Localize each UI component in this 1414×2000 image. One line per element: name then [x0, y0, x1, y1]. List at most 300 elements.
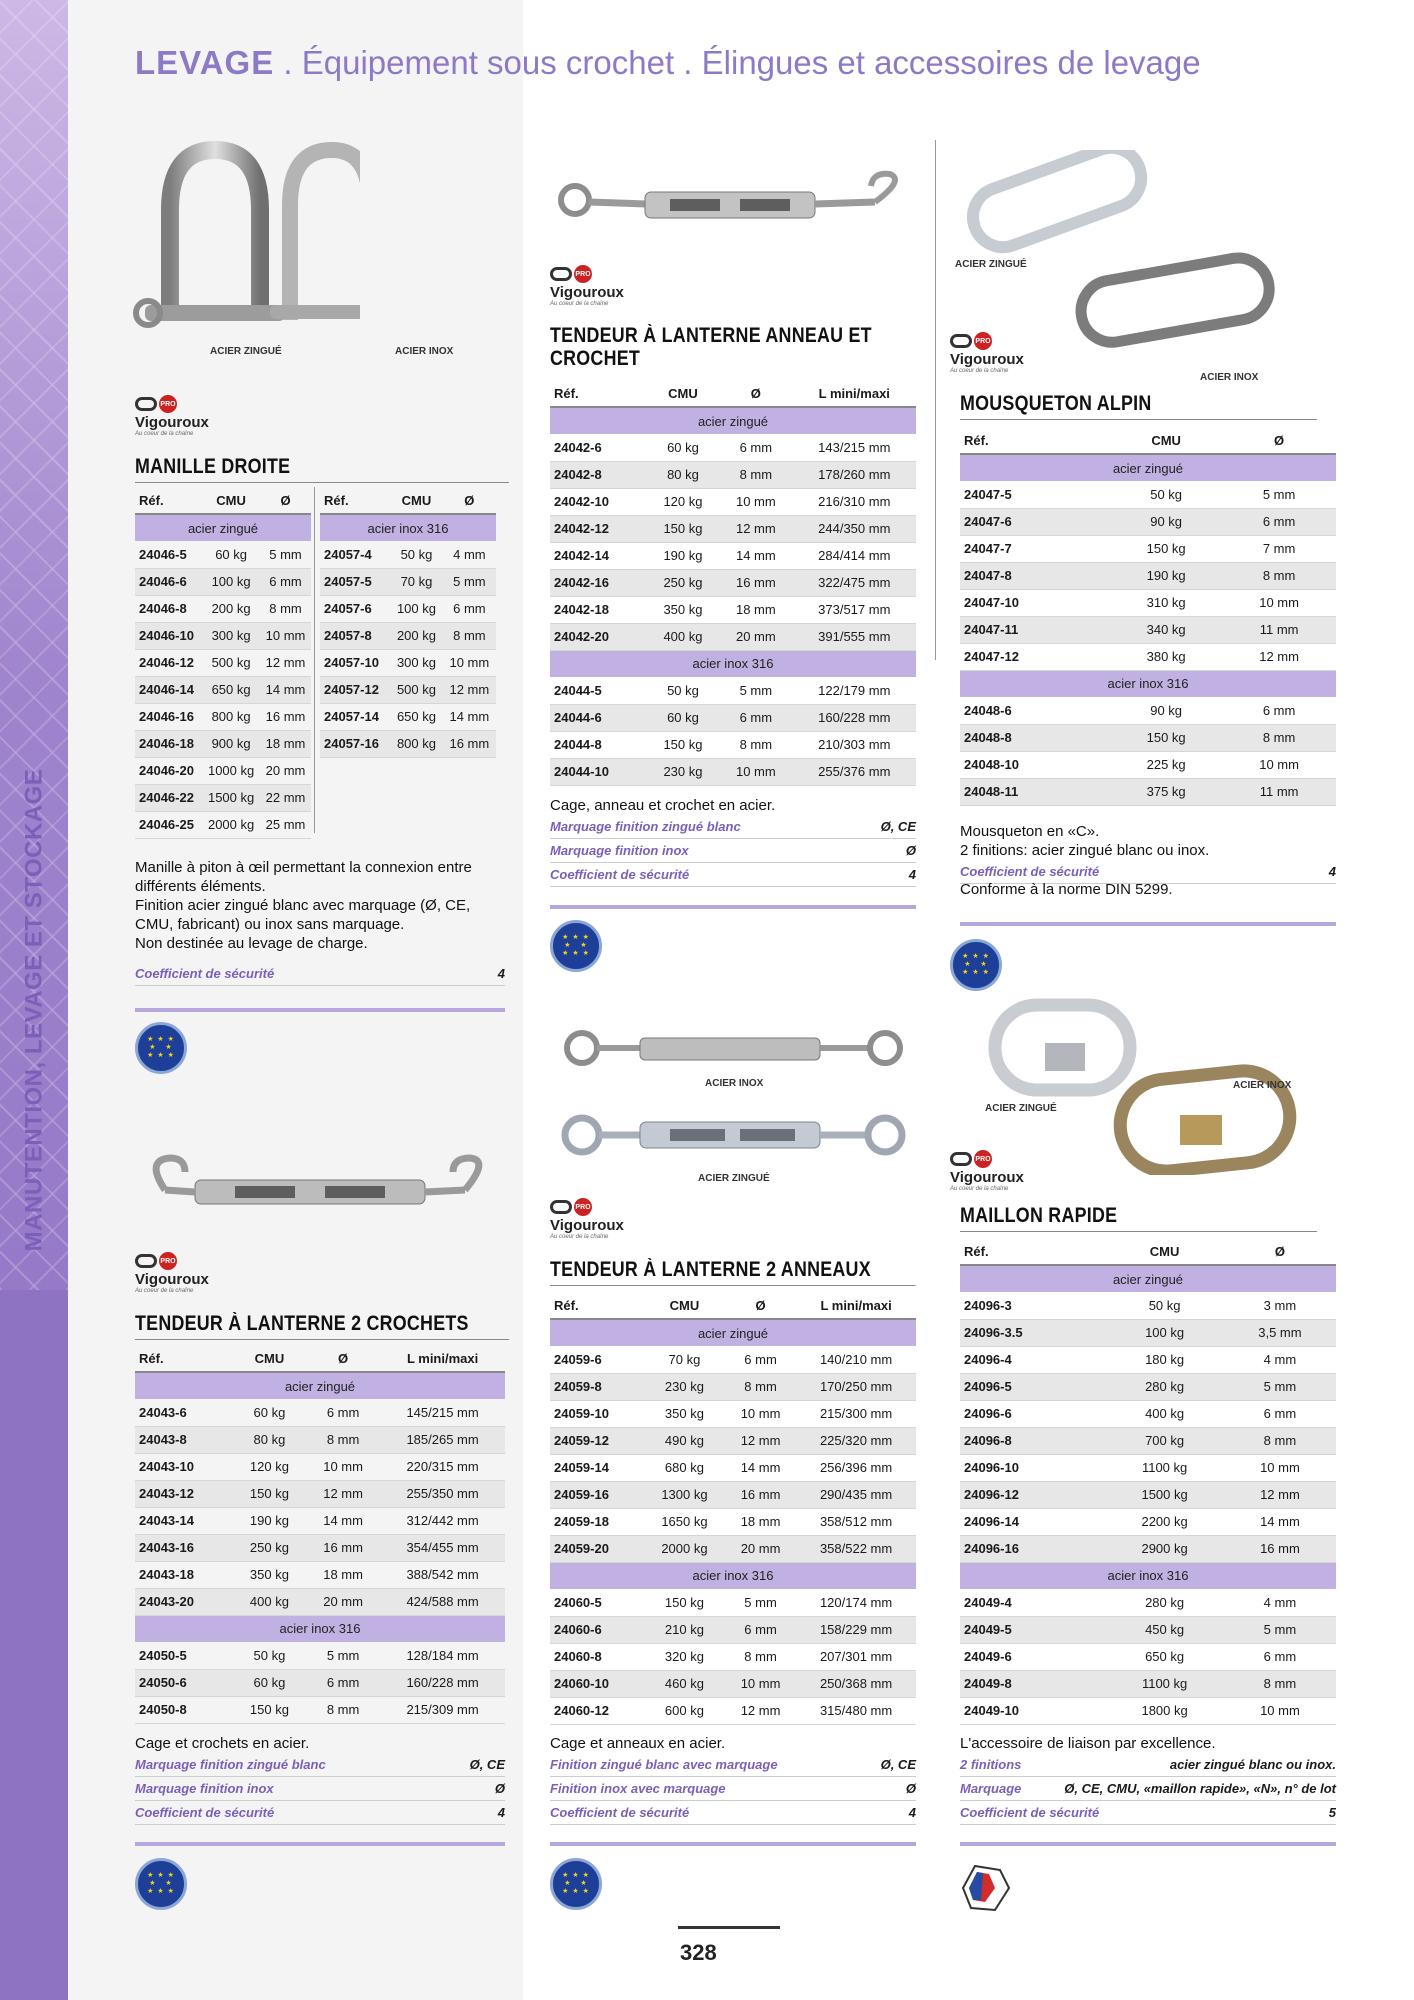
anneaux-notes: [550, 1753, 916, 1825]
table-header-row: [550, 1292, 916, 1319]
table-cell: 14 mm: [306, 1507, 380, 1534]
table-cell: 24049-5: [960, 1616, 1105, 1643]
column-header: CMU: [644, 1292, 725, 1319]
maillon-table: [960, 1238, 1336, 1725]
brand-pro-badge: PRO: [974, 332, 992, 350]
table-cell: 24047-5: [960, 481, 1110, 508]
brand-logo: [135, 1250, 235, 1294]
eu-flag-icon: ★ ★ ★ ★ ★ ★ ★ ★: [550, 920, 602, 972]
note-value: 4: [908, 867, 916, 882]
table-row: [135, 1480, 505, 1507]
table-cell: 16 mm: [719, 569, 792, 596]
table-cell: 12 mm: [306, 1480, 380, 1507]
column-header: Réf.: [550, 1292, 644, 1319]
table-cell: 190 kg: [233, 1507, 306, 1534]
anneaux-description: [550, 1734, 916, 1753]
table-cell: 400 kg: [233, 1588, 306, 1615]
table-cell: 80 kg: [233, 1426, 306, 1453]
table-cell: 24060-6: [550, 1616, 644, 1643]
table-row: [320, 622, 496, 649]
separator: [960, 922, 1336, 926]
table-cell: 400 kg: [647, 623, 719, 650]
table-cell: 24060-5: [550, 1589, 644, 1616]
table-cell: 5 mm: [725, 1589, 796, 1616]
table-cell: 50 kg: [233, 1642, 306, 1669]
table-row: [960, 562, 1336, 589]
table-cell: 50 kg: [1105, 1292, 1224, 1319]
table-cell: 6 mm: [1222, 508, 1336, 535]
table-cell: 12 mm: [725, 1697, 796, 1724]
table-cell: 60 kg: [233, 1669, 306, 1696]
table-cell: 12 mm: [1224, 1481, 1336, 1508]
brand-logo: [950, 1148, 1050, 1192]
table-cell: 900 kg: [202, 730, 260, 757]
table-cell: 200 kg: [390, 622, 442, 649]
table-cell: 100 kg: [202, 568, 260, 595]
table-cell: 200 kg: [202, 595, 260, 622]
column-header: Ø: [260, 487, 311, 514]
table-cell: 24046-20: [135, 757, 202, 784]
note-row: [135, 962, 505, 986]
separator: [550, 1842, 916, 1846]
note-value: 4: [497, 966, 505, 981]
table-row: [960, 1535, 1336, 1562]
table-cell: 280 kg: [1105, 1589, 1224, 1616]
brand-ring-icon: [135, 1254, 157, 1268]
table-cell: 120 kg: [647, 488, 719, 515]
note-label: Marquage finition zingué blanc: [550, 819, 741, 834]
table-cell: 24059-18: [550, 1508, 644, 1535]
anneaux-photo: [560, 1020, 910, 1180]
table-cell: 122/179 mm: [793, 677, 916, 704]
table-cell: 24043-12: [135, 1480, 233, 1507]
table-cell: 24047-10: [960, 589, 1110, 616]
anneaux-table: [550, 1292, 916, 1725]
table-row: [550, 1643, 916, 1670]
table-cell: 450 kg: [1105, 1616, 1224, 1643]
table-cell: 24046-8: [135, 595, 202, 622]
brand-mark: [135, 1250, 235, 1272]
table-cell: 8 mm: [1222, 724, 1336, 751]
table-cell: 24057-12: [320, 676, 390, 703]
table-cell: 140/210 mm: [796, 1346, 916, 1373]
table-cell: 24042-6: [550, 434, 647, 461]
brand-name: Vigouroux: [135, 414, 209, 431]
table-cell: 80 kg: [647, 461, 719, 488]
table-row: [135, 649, 311, 676]
table-cell: 24046-10: [135, 622, 202, 649]
table-cell: 350 kg: [647, 596, 719, 623]
anneau-crochet-description: [550, 796, 916, 815]
table-cell: 190 kg: [1110, 562, 1222, 589]
table-row: [320, 649, 496, 676]
note-value: Ø, CE: [880, 819, 916, 834]
table-row: [550, 488, 916, 515]
page-title: [135, 44, 1201, 82]
table-cell: 680 kg: [644, 1454, 725, 1481]
note-row: [550, 863, 916, 887]
table-cell: 22 mm: [260, 784, 311, 811]
table-row: [320, 703, 496, 730]
table-cell: 24049-10: [960, 1697, 1105, 1724]
table-row: [550, 596, 916, 623]
crochets-description: [135, 1734, 505, 1753]
table-cell: 150 kg: [647, 731, 719, 758]
brand-mark: [950, 330, 1050, 352]
table-cell: 178/260 mm: [793, 461, 916, 488]
table-cell: 1650 kg: [644, 1508, 725, 1535]
table-cell: 8 mm: [725, 1643, 796, 1670]
mousqueton-caption-inox: ACIER INOX: [1200, 372, 1259, 383]
table-cell: 24096-16: [960, 1535, 1105, 1562]
description-line: L'accessoire de liaison par excellence.: [960, 1735, 1216, 1752]
table-cell: 24049-8: [960, 1670, 1105, 1697]
table-cell: 312/442 mm: [380, 1507, 505, 1534]
group-label: acier inox 316: [550, 650, 916, 677]
table-cell: 256/396 mm: [796, 1454, 916, 1481]
separator: [550, 905, 916, 909]
table-cell: 3,5 mm: [1224, 1319, 1336, 1346]
table-cell: 24050-6: [135, 1669, 233, 1696]
table-cell: 24044-8: [550, 731, 647, 758]
table-cell: 20 mm: [719, 623, 792, 650]
table-row: [550, 731, 916, 758]
mousqueton-caption-zinc: ACIER ZINGUÉ: [955, 259, 1027, 270]
table-cell: 24042-12: [550, 515, 647, 542]
eu-flag-icon: ★ ★ ★ ★ ★ ★ ★ ★: [135, 1858, 187, 1910]
table-cell: 350 kg: [644, 1400, 725, 1427]
brand-name: Vigouroux: [950, 351, 1024, 368]
table-cell: 210/303 mm: [793, 731, 916, 758]
table-cell: 215/300 mm: [796, 1400, 916, 1427]
table-cell: 24059-12: [550, 1427, 644, 1454]
group-row: [960, 1562, 1336, 1589]
table-cell: 24049-4: [960, 1589, 1105, 1616]
brand-ring-icon: [550, 267, 572, 281]
column-header: Réf.: [135, 1345, 233, 1372]
description-line: Manille à piton à œil permettant la connexion entre différents éléments.: [135, 859, 472, 895]
table-cell: 2200 kg: [1105, 1508, 1224, 1535]
manille-zinc-table: [135, 487, 311, 839]
group-row: [135, 1372, 505, 1399]
table-row: [320, 568, 496, 595]
mousqueton-norm: Conforme à la norme DIN 5299.: [960, 881, 1173, 898]
table-row: [960, 1319, 1336, 1346]
table-row: [960, 643, 1336, 670]
table-cell: 150 kg: [233, 1480, 306, 1507]
table-cell: 380 kg: [1110, 643, 1222, 670]
table-row: [550, 461, 916, 488]
group-label: acier zingué: [960, 454, 1336, 481]
table-cell: 1500 kg: [1105, 1481, 1224, 1508]
table-cell: 24096-10: [960, 1454, 1105, 1481]
crochets-table: [135, 1345, 505, 1724]
brand-tagline: Au coeur de la chaîne: [950, 368, 1009, 374]
note-row: [550, 1801, 916, 1825]
brand-tagline: Au coeur de la chaîne: [135, 431, 194, 437]
table-row: [960, 1481, 1336, 1508]
table-cell: 1300 kg: [644, 1481, 725, 1508]
table-cell: 1500 kg: [202, 784, 260, 811]
table-cell: 373/517 mm: [793, 596, 916, 623]
table-cell: 5 mm: [306, 1642, 380, 1669]
table-cell: 8 mm: [725, 1373, 796, 1400]
table-cell: 24059-14: [550, 1454, 644, 1481]
table-cell: 24096-5: [960, 1373, 1105, 1400]
note-value: Ø: [494, 1781, 505, 1796]
table-row: [320, 541, 496, 568]
table-cell: 10 mm: [1222, 751, 1336, 778]
table-cell: 1100 kg: [1105, 1670, 1224, 1697]
table-cell: 500 kg: [390, 676, 442, 703]
table-cell: 90 kg: [1110, 697, 1222, 724]
table-cell: 358/522 mm: [796, 1535, 916, 1562]
table-header-row: [960, 427, 1336, 454]
table-cell: 300 kg: [202, 622, 260, 649]
brand-ring-icon: [950, 334, 972, 348]
table-row: [960, 1589, 1336, 1616]
table-cell: 6 mm: [306, 1399, 380, 1426]
column-header: CMU: [647, 380, 719, 407]
table-cell: 216/310 mm: [793, 488, 916, 515]
column-header: CMU: [390, 487, 442, 514]
note-value: Ø: [905, 1781, 916, 1796]
table-cell: 650 kg: [390, 703, 442, 730]
table-cell: 128/184 mm: [380, 1642, 505, 1669]
table-cell: 10 mm: [719, 488, 792, 515]
table-cell: 340 kg: [1110, 616, 1222, 643]
separator: [960, 1842, 1336, 1846]
table-cell: 322/475 mm: [793, 569, 916, 596]
note-label: Finition zingué blanc avec marquage: [550, 1757, 778, 1772]
table-cell: 24042-8: [550, 461, 647, 488]
table-cell: 24043-8: [135, 1426, 233, 1453]
table-cell: 600 kg: [644, 1697, 725, 1724]
table-row: [960, 1697, 1336, 1724]
table-cell: 24047-6: [960, 508, 1110, 535]
brand-logo: [135, 393, 235, 437]
column-header: L mini/maxi: [380, 1345, 505, 1372]
table-cell: 24096-8: [960, 1427, 1105, 1454]
table-cell: 8 mm: [443, 622, 496, 649]
table-cell: 180 kg: [1105, 1346, 1224, 1373]
table-cell: 1100 kg: [1105, 1454, 1224, 1481]
table-cell: 24042-14: [550, 542, 647, 569]
table-row: [135, 1534, 505, 1561]
group-row: [550, 1319, 916, 1346]
table-cell: 16 mm: [725, 1481, 796, 1508]
table-cell: 20 mm: [725, 1535, 796, 1562]
column-header: Réf.: [960, 427, 1110, 454]
table-cell: 60 kg: [647, 704, 719, 731]
table-cell: 24060-8: [550, 1643, 644, 1670]
table-cell: 10 mm: [1224, 1697, 1336, 1724]
table-cell: 8 mm: [260, 595, 311, 622]
table-row: [550, 1697, 916, 1724]
note-row: [550, 1753, 916, 1777]
table-cell: 24043-16: [135, 1534, 233, 1561]
table-cell: 1800 kg: [1105, 1697, 1224, 1724]
table-cell: 24044-6: [550, 704, 647, 731]
group-label: acier zingué: [135, 1372, 505, 1399]
table-cell: 185/265 mm: [380, 1426, 505, 1453]
group-label: acier inox 316: [960, 1562, 1336, 1589]
mousqueton-title: MOUSQUETON ALPIN: [960, 392, 1317, 420]
table-cell: 24043-18: [135, 1561, 233, 1588]
table-cell: 24047-11: [960, 616, 1110, 643]
table-cell: 350 kg: [233, 1561, 306, 1588]
note-label: Coefficient de sécurité: [960, 864, 1100, 879]
table-row: [135, 1588, 505, 1615]
note-row: [550, 1777, 916, 1801]
note-row: [135, 1753, 505, 1777]
maillon-caption-inox: ACIER INOX: [1233, 1080, 1292, 1091]
crochets-notes: [135, 1753, 505, 1825]
table-cell: 10 mm: [443, 649, 496, 676]
table-row: [960, 1643, 1336, 1670]
note-label: Marquage finition zingué blanc: [135, 1757, 326, 1772]
table-cell: 8 mm: [1222, 562, 1336, 589]
table-cell: 24057-5: [320, 568, 390, 595]
table-header-row: [320, 487, 496, 514]
table-cell: 18 mm: [719, 596, 792, 623]
manille-caption-inox: ACIER INOX: [395, 346, 454, 357]
table-row: [135, 703, 311, 730]
mousqueton-description: [960, 822, 1336, 860]
table-cell: 14 mm: [719, 542, 792, 569]
brand-pro-badge: PRO: [159, 395, 177, 413]
table-row: [550, 569, 916, 596]
table-cell: 2000 kg: [644, 1535, 725, 1562]
table-cell: 24043-14: [135, 1507, 233, 1534]
section-label: [0, 768, 68, 1252]
anneau-crochet-photo: [555, 170, 915, 240]
table-cell: 14 mm: [1224, 1508, 1336, 1535]
table-cell: 24096-6: [960, 1400, 1105, 1427]
table-row: [550, 1373, 916, 1400]
table-cell: 10 mm: [1224, 1454, 1336, 1481]
table-row: [960, 1616, 1336, 1643]
table-cell: 24096-12: [960, 1481, 1105, 1508]
note-row: [960, 1801, 1336, 1825]
tendeur-crochets-photo: [135, 1150, 505, 1230]
table-cell: 210 kg: [644, 1616, 725, 1643]
column-header: Réf.: [960, 1238, 1105, 1265]
note-value: 4: [1328, 864, 1336, 879]
table-cell: 24046-14: [135, 676, 202, 703]
page-title-main: LEVAGE: [135, 44, 275, 81]
table-row: [960, 589, 1336, 616]
table-row: [550, 1346, 916, 1373]
table-cell: 24042-16: [550, 569, 647, 596]
table-cell: 24060-12: [550, 1697, 644, 1724]
table-cell: 60 kg: [202, 541, 260, 568]
table-cell: 24046-22: [135, 784, 202, 811]
group-row: [960, 1265, 1336, 1292]
table-cell: 24050-8: [135, 1696, 233, 1723]
column-header: CMU: [1110, 427, 1222, 454]
maillon-notes: [960, 1753, 1336, 1825]
table-row: [550, 1508, 916, 1535]
column-header: Ø: [719, 380, 792, 407]
table-cell: 358/512 mm: [796, 1508, 916, 1535]
note-value: Ø, CE: [880, 1757, 916, 1772]
table-cell: 24048-8: [960, 724, 1110, 751]
table-cell: 5 mm: [1224, 1616, 1336, 1643]
table-cell: 244/350 mm: [793, 515, 916, 542]
note-row: [960, 1753, 1336, 1777]
group-label: acier inox 316: [960, 670, 1336, 697]
table-cell: 120 kg: [233, 1453, 306, 1480]
table-cell: 10 mm: [725, 1400, 796, 1427]
group-label: acier zingué: [960, 1265, 1336, 1292]
table-cell: 4 mm: [1224, 1346, 1336, 1373]
note-label: Marquage finition inox: [135, 1781, 274, 1796]
brand-pro-badge: PRO: [574, 265, 592, 283]
table-row: [135, 1507, 505, 1534]
table-row: [960, 1400, 1336, 1427]
section-label-text: MANUTENTION, LEVAGE ET STOCKAGE: [20, 768, 48, 1252]
table-cell: 60 kg: [647, 434, 719, 461]
table-cell: 150 kg: [233, 1696, 306, 1723]
note-row: [135, 1777, 505, 1801]
table-cell: 170/250 mm: [796, 1373, 916, 1400]
note-value: 4: [497, 1805, 505, 1820]
table-row: [135, 757, 311, 784]
table-cell: 8 mm: [306, 1696, 380, 1723]
brand-tagline: Au coeur de la chaîne: [550, 301, 609, 307]
separator: [135, 1008, 505, 1012]
table-row: [135, 676, 311, 703]
table-cell: 24047-7: [960, 535, 1110, 562]
table-cell: 24046-5: [135, 541, 202, 568]
table-cell: 24048-11: [960, 778, 1110, 805]
note-value: Ø, CE: [469, 1757, 505, 1772]
note-row: [550, 839, 916, 863]
table-cell: 24046-18: [135, 730, 202, 757]
manille-description: [135, 858, 505, 953]
anneaux-caption-inox: ACIER INOX: [705, 1078, 764, 1089]
table-row: [960, 697, 1336, 724]
table-row: [960, 1670, 1336, 1697]
table-cell: 24057-16: [320, 730, 390, 757]
table-cell: 24057-10: [320, 649, 390, 676]
note-label: 2 finitions: [960, 1757, 1022, 1772]
column-header: Ø: [443, 487, 496, 514]
column-header: L mini/maxi: [793, 380, 916, 407]
maillon-caption-zinc: ACIER ZINGUÉ: [985, 1103, 1057, 1114]
table-cell: 24047-12: [960, 643, 1110, 670]
table-cell: 143/215 mm: [793, 434, 916, 461]
table-cell: 5 mm: [719, 677, 792, 704]
page-number-rule: [678, 1926, 780, 1929]
group-row: [550, 1562, 916, 1589]
eu-flag-icon: ★ ★ ★ ★ ★ ★ ★ ★: [950, 939, 1002, 991]
table-cell: 8 mm: [719, 731, 792, 758]
table-cell: 12 mm: [443, 676, 496, 703]
group-label: acier inox 316: [550, 1562, 916, 1589]
table-cell: 16 mm: [260, 703, 311, 730]
group-label: acier zingué: [135, 514, 311, 541]
brand-logo: [550, 263, 650, 307]
table-cell: 10 mm: [1222, 589, 1336, 616]
table-cell: 424/588 mm: [380, 1588, 505, 1615]
table-cell: 24042-18: [550, 596, 647, 623]
table-row: [135, 1399, 505, 1426]
table-cell: 207/301 mm: [796, 1643, 916, 1670]
maillon-description: [960, 1734, 1336, 1753]
group-label: acier inox 316: [135, 1615, 505, 1642]
